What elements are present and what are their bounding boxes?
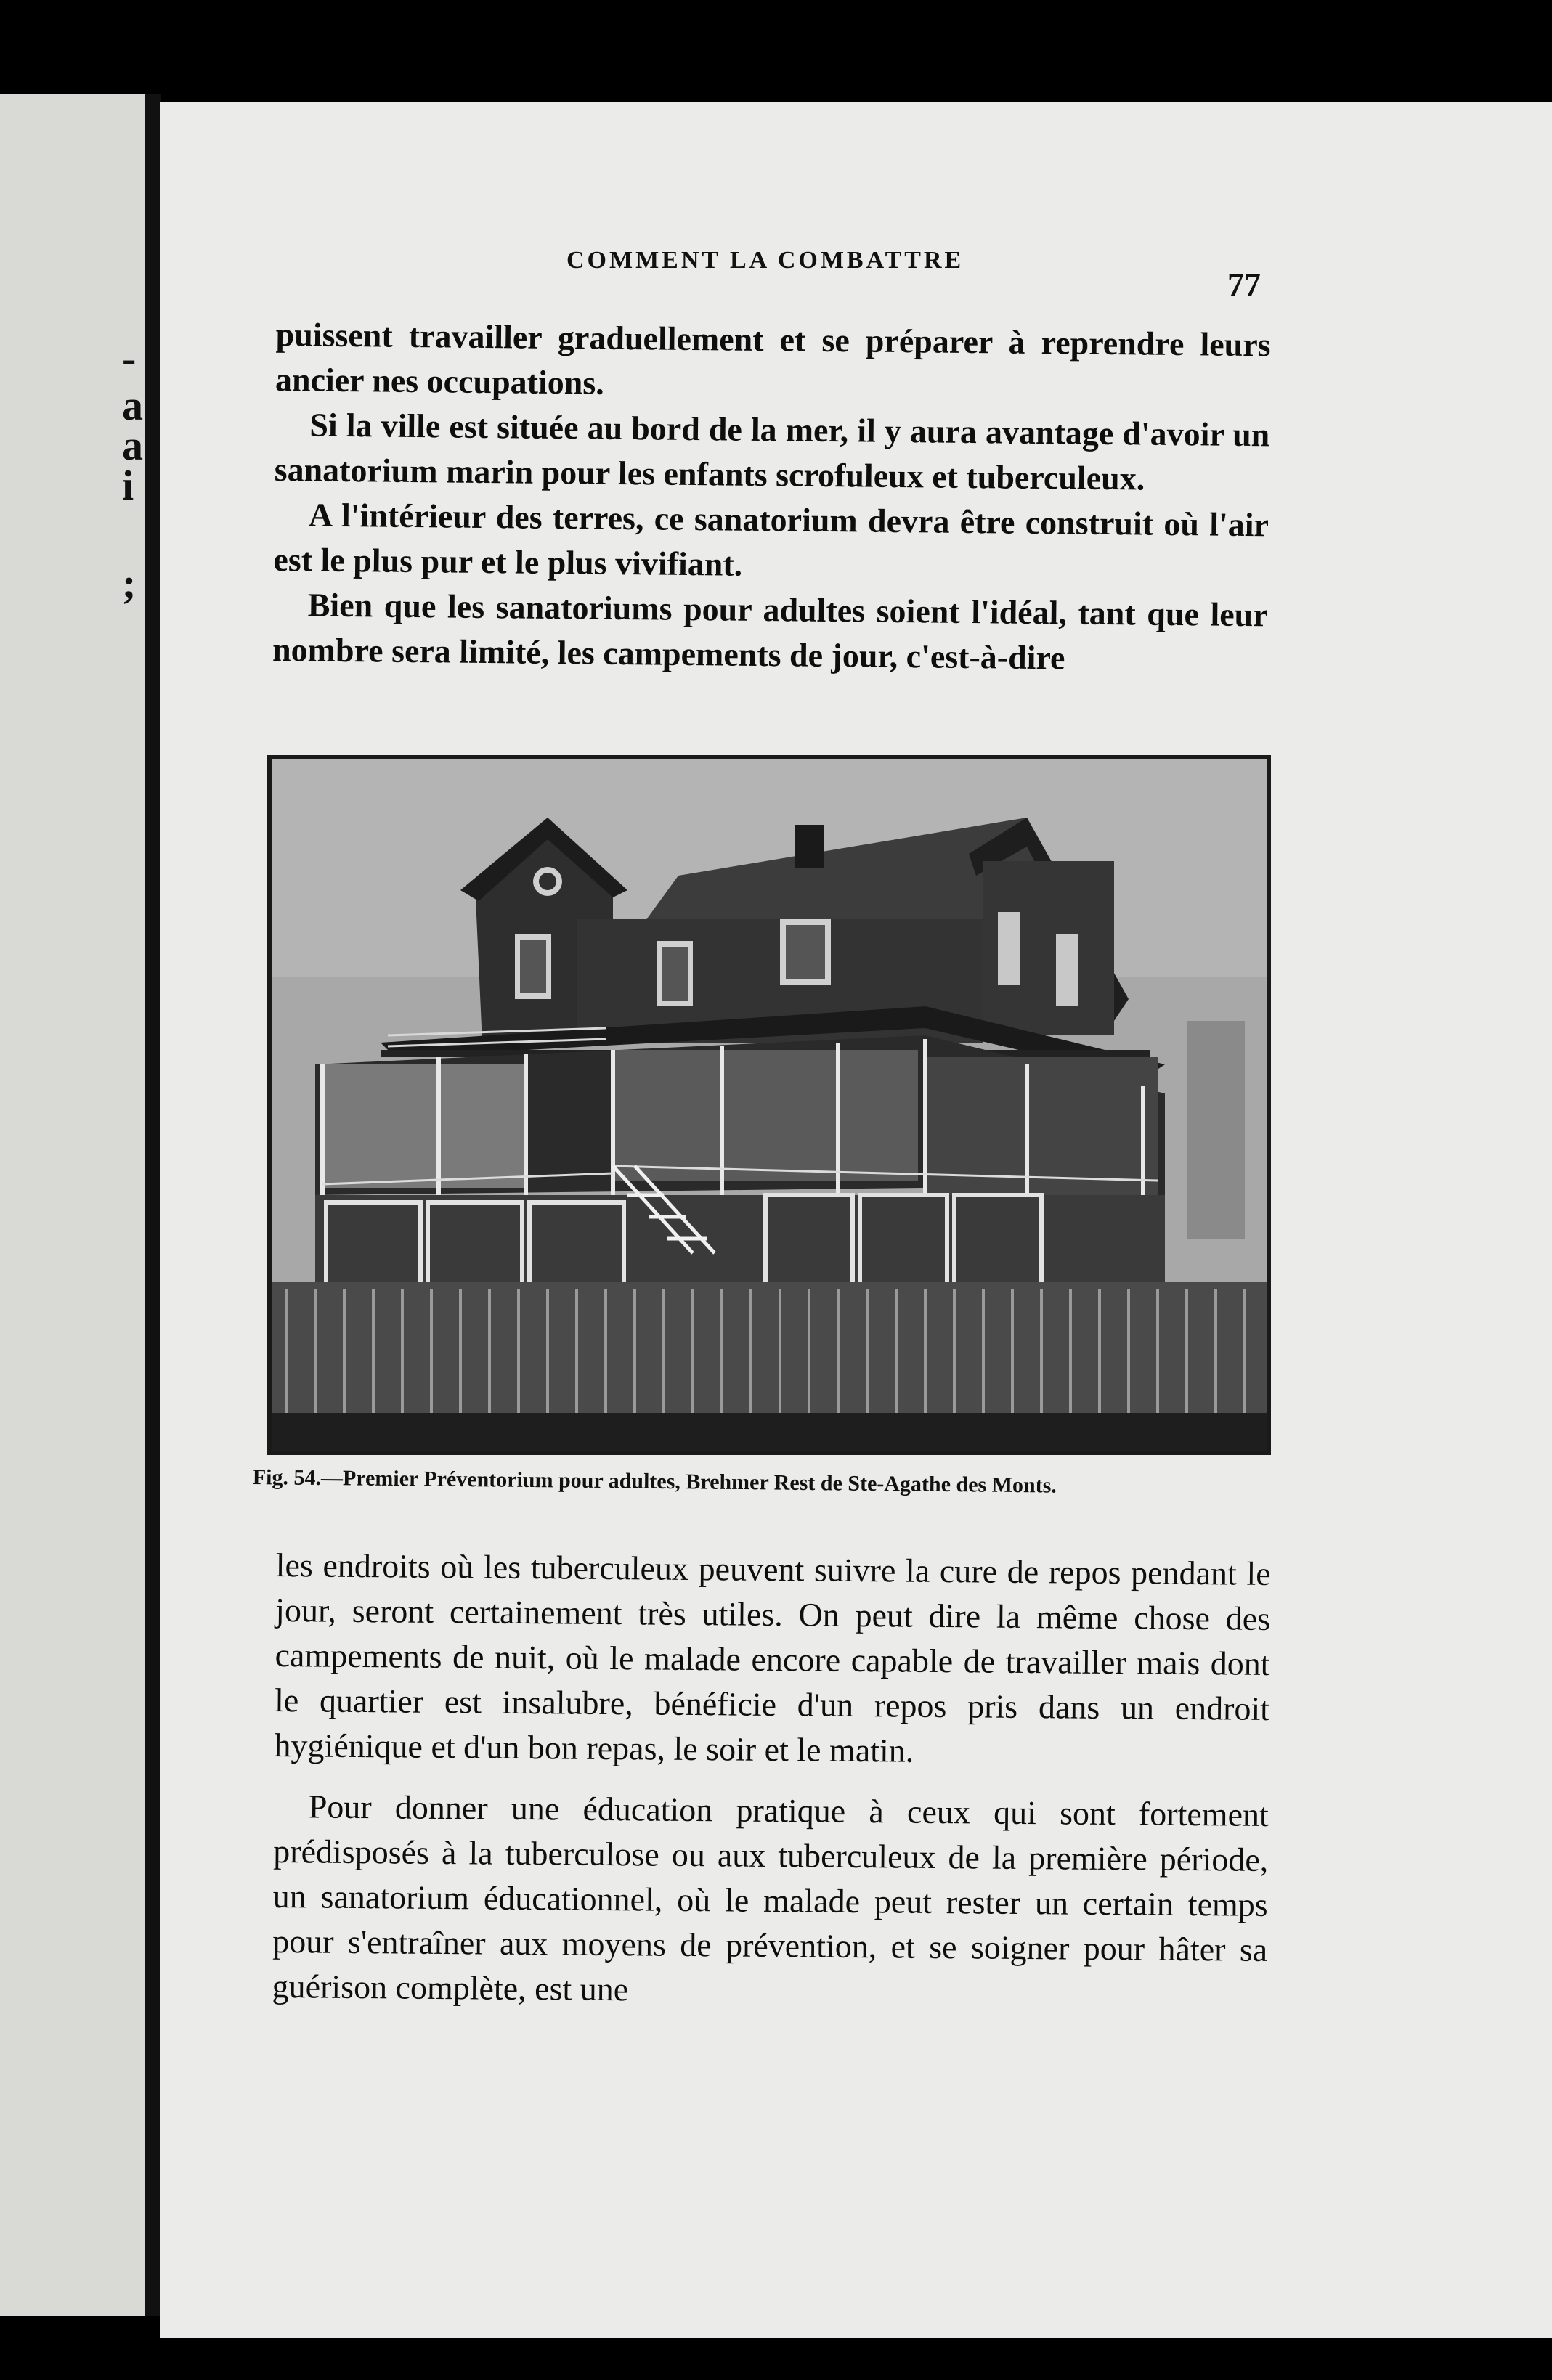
left-page-fragment: - xyxy=(122,335,137,382)
book-gutter xyxy=(145,94,161,2316)
left-page-fragment: ; xyxy=(122,560,137,607)
text-block-top xyxy=(272,312,1271,682)
figure-photograph xyxy=(267,755,1271,1455)
left-page-fragment: i xyxy=(122,462,134,509)
paragraph: Pour donner une éducation pratique à ceux qui sont fortement prédisposés à la tuberculose ou aux tuberculeux de la première période, un sanatorium éducationnel, où le malade peut rester un certain temps pour s'entraîner aux moyens de prévention, et se soigner pour hâter sa guérison complète, est une xyxy=(272,1788,1269,2008)
paragraph: A l'intérieur des terres, ce sanatorium devra être construit où l'air est le plus pur et le plus vivifiant. xyxy=(273,496,1269,583)
text-block-bottom xyxy=(272,1543,1271,2034)
left-page-fragment: a xyxy=(122,422,143,469)
book-page xyxy=(160,102,1552,2338)
page-number: 77 xyxy=(1227,266,1261,303)
paragraph: Si la ville est située au bord de la mer, il y aura avantage d'avoir un sanatorium marin pour les enfants scrofuleux et tuberculeux. xyxy=(274,406,1270,497)
left-page-fragment: a xyxy=(122,382,143,429)
left-facing-page xyxy=(0,94,149,2316)
house-photograph-illustration xyxy=(272,759,1267,1451)
paragraph: Bien que les sanatoriums pour adultes soient l'idéal, tant que leur nombre sera limité, les campements de jour, c'est-à-dire xyxy=(272,586,1268,677)
figure-caption: Fig. 54.—Premier Préventorium pour adultes, Brehmer Rest de Ste-Agathe des Monts. xyxy=(252,1465,1057,1498)
running-head: COMMENT LA COMBATTRE xyxy=(566,247,964,274)
paragraph: les endroits où les tuberculeux peuvent suivre la cure de repos pendant le jour, seront certainement très utiles. On peut dire la même chose des campements de nuit, où le malade encore capable de travailler mais dont le quartier est insalubre, bénéficie d'un repos pris dans un endroit hygiénique et d'un bon repas, le soir et le matin. xyxy=(274,1546,1271,1769)
paragraph: puissent travailler graduellement et se préparer à reprendre leurs ancier nes occupations. xyxy=(275,315,1271,402)
